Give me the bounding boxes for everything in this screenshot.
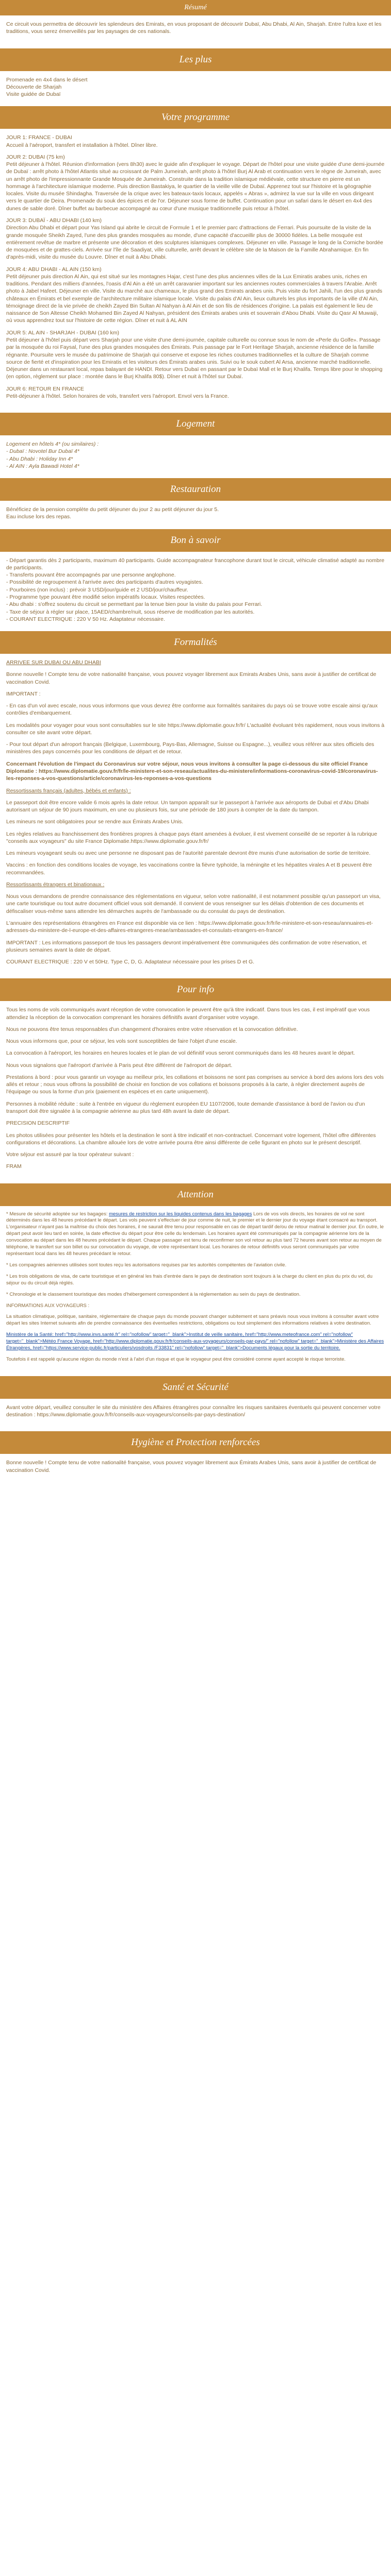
attention-paragraph: La situation climatique, politique, sanitaire, réglementaire de chaque pays du monde pouvant changer subitement et sans préavis nous vous invitons à consulter avant votre départ les sites Internet suivants afin de prendre connaissance des éventuelles restrictions, obligations ou tout simplement des informations relatives à votre destination. (6, 1314, 379, 1327)
section-title-resume: Résumé (0, 0, 391, 15)
info-paragraph: Nous ne pouvons être tenus responsables d'un changement d'horaires entre votre réservation et la convocation définitive. (6, 1026, 298, 1032)
attention-paragraph: * Chronologie et le classement touristique des modes d'hébergement correspondent à la réglementation au sein du pays de destination. (6, 1291, 301, 1297)
day-text: Petit-déjeuner à l'hôtel. Selon horaires de vols, transfert vers l'aéroport. Envol vers la France. (6, 393, 229, 399)
section-formalites (0, 631, 391, 978)
restauration-text-2: Eau incluse lors des repas. (6, 514, 72, 520)
formalites-paragraph: Bonne nouvelle ! Compte tenu de votre nationalité française, vous pouvez voyager librement aux Emirats Arabes Unis, sans avoir à justifier de certificat de vaccination Covid. (6, 671, 377, 685)
info-paragraph: Votre séjour est assuré par la tour opérateur suivant : (6, 1151, 134, 1158)
bon-savoir-item: - Abu dhabi : s'offrez soutenu du circuit se permettant par la tenue bien pour la visite du palais pour Ferrari. (6, 601, 263, 608)
info-paragraph: Personnes à mobilité réduite : suite à l'entrée en vigueur du règlement européen EU 1107/2006, toute demande d'assistance à bord de l'avion ou d'un transport doit être signalée à la compagnie aérienne au plus tard 48h avant la date de départ. (6, 1100, 365, 1114)
section-title-hygiene: Hygiène et Protection renforcées (0, 1431, 391, 1454)
formalites-paragraph: - En cas d'un vol avec escale, nous vous informons que vous devrez être conforme aux formalités sanitaires du pays où se trouve votre escale ainsi qu'aux contrôles d'embarquement. (6, 703, 378, 717)
info-paragraph: Prestations à bord : pour vous garantir un voyage au meilleur prix, les collations et boissons ne sont pas comprises au service à bord des avions lors des vols allés et retour ; nous vous offrons la possibilité de choisir en fonction de vos collations et boissons proposés à la carte, à régler directement auprès de l'équipage ou sous la forme d'un prix (paiement en espèces et en carte uniquement). (6, 1074, 384, 1095)
sante-text: Avant votre départ, veuillez consulter le site du ministère des Affaires étrangères pour connaître les risques sanitaires éventuels qui peuvent concerner votre destination : https://www.diplomatie.gouv.fr/fr/conseils-aux-voyageurs/conseils-par-pays-destination/ (6, 1404, 381, 1418)
bon-savoir-item: - Transferts pouvant être accompagnés par une personne anglophone. (6, 572, 176, 579)
info-paragraph: PRECISION DESCRIPTIF (6, 1120, 70, 1127)
section-title-pour-info: Pour info (0, 978, 391, 1001)
attention-paragraph: Toutefois il est rappelé qu'aucune région du monde n'est à l'abri d'un risque et que le voyageur peut être considéré comme ayant accepté le risque terroriste. (6, 1356, 346, 1362)
bon-savoir-item: - Possibilité de regroupement à l'arrivée avec des participants d'autres voyagistes. (6, 579, 203, 586)
section-pour-info (0, 978, 391, 1183)
attention-text: Lors de vos vols directs, les horaires de vol ne sont déterminés dans les 48 heures précédant le départ. Les vols peuvent s'effectuer de jour comme de nuit, le premier et le dernier jour du voyage étant consacré au transport. L'organisateur n'ayant pas la maîtrise du choix des horaires, il ne saurait être tenu pour responsable en cas de départ tardif de/ou de retour matinal le dernier jour. En outre, le départ peut avoir lieu tard en soirée, la date effective du départ pour être celle du lendemain. Les horaires ayant été communiqués par la compagnie aérienne lors de la convocation au départ dans les 48 heures précédant le départ. Chaque passager est tenu de reconfirmer son vol retour au plus tard 72 heures avant son retour au moyen de téléphone, le transfert sur son billet ou sur convocation du voyage, de votre représentant local. Les horaires de retour définitifs vous seront communiqués par votre représentant local dans les 48 heures précédant le retour. (6, 1211, 384, 1257)
section-title-sante: Santé et Sécurité (0, 1376, 391, 1399)
section-title-bon-savoir: Bon à savoir (0, 529, 391, 552)
info-paragraph: Nous vous signalons que l'aéroport d'arrivée à Paris peut être différent de l'aéroport de départ. (6, 1062, 233, 1069)
section-restauration (0, 478, 391, 529)
formalites-paragraph: Vaccins : en fonction des conditions locales de voyage, les vaccinations contre la fièvre typhoïde, la méningite et les hépatites virales A et B peuvent être recommandées. (6, 862, 372, 876)
day-heading: JOUR 5: AL AIN - SHARJAH - DUBAI (160 km) (6, 329, 119, 336)
formalites-paragraph: Les règles relatives au franchissement des frontières propres à chaque pays étant amenées à évoluer, il est vivement conseillé de se reporter à la rubrique "conseils aux voyageurs" du site France Diplomatie.https://www.diplomatie.gouv.fr/fr/ (6, 831, 378, 844)
day-heading: JOUR 6: RETOUR EN FRANCE (6, 385, 84, 392)
formalites-subheading: Ressortissants étrangers et binationaux : (6, 881, 105, 888)
logement-item: - Abu Dhabi : Holiday Inn 4* (6, 455, 73, 462)
day-heading: JOUR 3: DUBAÏ - ABU DHABI (140 km) (6, 217, 102, 224)
bon-savoir-item: - Pourboires (non inclus) : prévoir 3 USD/jour/guide et 2 USD/jour/chauffeur. (6, 586, 188, 593)
plus-item: Découverte de Sharjah (6, 83, 62, 90)
day-heading: JOUR 4: ABU DHABI - AL AIN (150 km) (6, 266, 102, 273)
formalites-paragraph: Les mineurs voyageant seuls ou avec une personne ne disposant pas de l'autorité parentale devront être munis d'une autorisation de sortie de territoire. (6, 850, 371, 857)
day-text: Petit déjeuner à l'hôtel. Réunion d'information (vers 8h30) avec le guide afin d'expliquer le voyage. Départ de l'hôtel pour une visite guidée d'une demi-journée de Dubaï : arrêt photo à l'hôtel Atlantis situé au croissant de Palm Jumeirah, arrêt photo à l'hôtel Burj Al Arab et continuation vers le règne de Jumeirah, avec un arrêt photo de l'impressionnante Grande Mosquée de Jumeirah. Construite dans la tradition islamique médiévale, cette structure en pierre est un hommage à l'architecture islamique moderne. Puis direction Bastakiya, le quartier de la vieille ville de Dubaï. Apprenez tout sur l'histoire et la géographie locales. Visite du musée Shindagha. Traversée de la crique avec les bateaux-taxis locaux, appelés « Abras », admirez la vue sur la ville en vous dirigeant vers le quartier de Deira. Promenade du souk des épices et de l'or. Déjeuner sous forme de buffet. Continuation pour un safari dans le désert en 4x4 des dunes de sable doré. Dîner buffet au barbecue accompagné au cœur d'une musique traditionnelle puis retour à l'hôtel. (6, 161, 385, 212)
attention-text: * Mesure de sécurité adoptée sur les bagages: (6, 1211, 109, 1217)
section-resume (0, 0, 391, 48)
formalites-paragraph: Les mineurs ne sont obligatoires pour se rendre aux Émirats Arabes Unis. (6, 819, 184, 825)
section-programme (0, 106, 391, 413)
section-title-logement: Logement (0, 413, 391, 435)
formalites-subtitle: ARRIVEE SUR DUBAI OU ABU DHABI (6, 659, 101, 666)
restauration-text: Bénéficiez de la pension complète du petit déjeuner du jour 2 au petit déjeuner du jour 5. (6, 506, 219, 513)
info-paragraph: Tous les noms de vols communiqués avant réception de votre convocation le peuvent être qu'à titre indicatif. Dans tous les cas, il est impératif que vous attendiez la réception de la convocation comprenant les horaires définitifs avant d'organiser votre voyage. (6, 1007, 370, 1021)
liquids-restriction-link[interactable]: mesures de restriction sur les liquides contenus dans les bagages (109, 1211, 252, 1217)
attention-links[interactable]: Ministère de la Santé: href="http://www.invs.santé.fr" rel="nofollow" target="_blank">Institut de veille sanitaire, href="http://www.meteofrance.com" rel="nofollow" target="_blank">Météo France Voyage, href="http://www.diplomatie.gouv.fr/fr/conseils-aux-voyageurs/conseils-par-pays/" rel="nofollow" target="_blank">Ministère des Affaires Étrangères, href="https://www.service-public.fr/particuliers/vosdroits /F33831" rel="nofollow" target="_blank">Documents légaux pour la sortie du territoire. (6, 1332, 384, 1351)
section-hygiene (0, 1431, 391, 1487)
logement-item: - Al AIN : Ayla Bawadi Hotel 4* (6, 463, 79, 469)
info-operator: FRAM (6, 1163, 22, 1170)
logement-intro: Logement en hôtels 4* (ou similaires) : (6, 441, 99, 448)
info-paragraph: Les photos utilisées pour présenter les hôtels et la destination le sont à titre indicatif et non-contractuel. Concernant votre logement, l'hôtel offre différentes configurations et décorations. La chambre allouée lors de votre arrivée pourra être ainsi différente de celle figurant en photo sur le présent descriptif. (6, 1132, 376, 1146)
formalites-paragraph: Les modalités pour voyager pour vous sont consultables sur le site https://www.diplomatie.gouv.fr/fr/ L'actualité évoluant très rapidement, nous vous invitons à consulter ce site avant votre départ. (6, 722, 385, 736)
section-attention (0, 1183, 391, 1376)
section-title-plus: Les plus (0, 48, 391, 71)
formalites-paragraph: L'annuaire des représentations étrangères en France est disponible via ce lien : https://www.diplomatie.gouv.fr/fr/le-ministere-et-son-reseau/annuaires-et-adresses-du-ministere-de-l-europe-et-des-affaires-etrangeres-meae/ambassades-et-consulats-etrangers-en-france/ (6, 920, 373, 934)
formalites-paragraph: - Pour tout départ d'un aéroport français (Belgique, Luxembourg, Pays-Bas, Allemagne, Suisse ou Espagne...), veuillez vous référer aux sites officiels des ministères des pays concernés pour les conditions de départ et de retour. (6, 741, 374, 755)
bon-savoir-item: - Départ garantis dès 2 participants, maximum 40 participants. Guide accompagnateur francophone durant tout le circuit, véhicule climatisé adapté au nombre de participants. (6, 557, 385, 571)
formalites-paragraph: IMPORTANT : Les informations passeport de tous les passagers devront impérativement être communiquées dès confirmation de votre réservation, et plusieurs semaines avant la date de départ. (6, 939, 367, 953)
section-title-formalites: Formalités (0, 631, 391, 654)
formalites-coronavirus: Concernant l'évolution de l'impact du Coronavirus sur votre séjour, nous vous invitons à consulter la page ci-dessous du site officiel France Diplomatie : https://www.diplomatie.gouv.fr/fr/le-ministere-et-son-reseau/actualites-du-ministere/informations-coronavirus-covid-19/coronavirus-les-reponses-a-vos-questions/article/coronavirus-les-reponses-a-vos-questions (6, 760, 378, 782)
formalites-paragraph: IMPORTANT : (6, 690, 41, 697)
bon-savoir-item: - Taxe de séjour à régler sur place, 15AED/chambre/nuit, sous réserve de modification par les autorités. (6, 608, 255, 615)
section-bon-savoir (0, 529, 391, 631)
logement-item: - Dubaï : Novotel Bur Dubaï 4* (6, 448, 79, 455)
plus-item: Promenade en 4x4 dans le désert (6, 76, 88, 83)
attention-paragraph: * Les compagnies aériennes utilisées sont toutes reçu les autorisations requises par les autorités compétentes de l'aviation civile. (6, 1262, 287, 1268)
section-logement (0, 413, 391, 478)
day-text: Direction Abu Dhabi et départ pour Yas Island qui abrite le circuit de Formule 1 et le premier parc d'attractions de Ferrari. Puis poursuite de la visite de la grande mosquée Sheikh Zayed, l'une des plus grandes mosquées au monde, d'une capacité d'accueillir plus de 30000 fidèles. La belle mosquée est entièrement revêtue de marbre et présente une décoration et des sculptures islamiques complexes. Déjeuner en ville. Passage le long de la Corniche bordée de mosquées et de grattes-ciels. Arrivée sur l'île de Saadiyat, ville culturelle, arrêt devant le célèbre site de la Maison de la Famille Abrahamique. En fin d'après-midi, visite du musée du Louvre. Dîner et nuit à Abu Dhabi. (6, 225, 383, 261)
formalites-paragraph: COURANT ELECTRIQUE : 220 V et 50Hz. Type C, D, G. Adaptateur nécessaire pour les prises D et G. (6, 959, 255, 965)
info-paragraph: La convocation à l'aéroport, les horaires en heures locales et le plan de vol définitif vous seront communiqués dans les 48 heures avant le départ. (6, 1050, 355, 1057)
bon-savoir-item: - Programme type pouvant être modifié selon impératifs locaux. Visites respectées. (6, 594, 205, 601)
bon-savoir-item: - COURANT ELECTRIQUE : 220 V 50 Hz. Adaptateur nécessaire. (6, 616, 165, 622)
resume-text: Ce circuit vous permettra de découvrir les splendeurs des Emirats, en vous proposant de découvrir Dubaï, Abu Dhabi, Al Ain, Sharjah. Entre l'ultra luxe et les traditions, vous serez émerveillés par les paysages de ces nationals. (6, 21, 382, 35)
day-text: Accueil à l'aéroport, transfert et installation à l'hôtel. Dîner libre. (6, 142, 158, 148)
section-title-restauration: Restauration (0, 478, 391, 501)
section-title-programme: Votre programme (0, 106, 391, 129)
section-plus (0, 48, 391, 107)
attention-paragraph: INFORMATIONS AUX VOYAGEURS : (6, 1302, 90, 1309)
attention-paragraph: * Les trois obligations de visa, de carte touristique et en général les frais d'entrée dans le pays de destination sont toujours à la charge du client en plus du prix du vol, du séjour ou du circuit déjà réglés. (6, 1273, 372, 1286)
formalites-paragraph: Le passeport doit être encore valide 6 mois après la date retour. Un tampon apparaît sur le passeport à l'arrivée aux aéroports de Dubaï et d'Abu Dhabi autorisant un séjour de 90 jours maximum, en une ou plusieurs fois, sur une période de 180 jours à compter de la date du tampon. (6, 799, 369, 814)
section-sante (0, 1376, 391, 1432)
day-heading: JOUR 1: FRANCE - DUBAI (6, 134, 72, 141)
day-heading: JOUR 2: DUBAI (75 km) (6, 154, 65, 160)
formalites-paragraph: Nous vous demandons de prendre connaissance des réglementations en vigueur, selon votre nationalité, il est notamment possible qu'un passeport un visa, une carte touristique ou tout autre document officiel vous soit demandé. Il convient de vous renseigner sur les délais d'obtention de ces documents et défiscaliser vous-même sans attendre les démarches auprès de l'ambassade ou du consulat du pays de destination. (6, 893, 381, 914)
day-text: Petit déjeuner à l'hôtel puis départ vers Sharjah pour une visite d'une demi-journée, capitale culturelle ou connue sous le nom de «Perle du Golfe». Passage par la mosquée du roi Faysal, l'une des plus grandes mosquées des Émirats. Puis passage par le Fort Heritage Sharjah, ancienne résidence de la famille régnante. Poursuite vers le musée du patrimoine de Sharjah qui conserve et expose les riches coutumes traditionnelles et la culture de Sharjah comme source de fierté et d'inspiration pour les Emiratis et les visiteurs des Émirats arabes unis. Suivi ou le souk cubert Al Arsa, ancienne marché traditionnelle. Déjeuner dans un restaurant local, repas balayant de HANDI. Retour vers Dubaï en passant par le Dubaï Mall et le Burj Khalifa. Temps libre pour le shopping (en option, règlement sur place : montée dans le Burj Khalifa 80$). Dîner et nuit à l'hôtel sur Dubaï. (6, 336, 383, 380)
day-text: Petit déjeuner puis direction Al Ain, qui est situé sur les montagnes Hajar, c'est l'une des plus anciennes villes de la Lux Emiratis arabes unis, riches en traditions. Pendant des milliers d'années, l'oasis d'Al Ain a été un arrêt caravanier important sur les anciennes routes commerciales à travers l'Arabie. Arrêt photo à Jabel Hafeet. Déjeuner en ville. Visite du marché aux chameaux, le plus grand des Emirats arabes unis. Puis visite du fort Jahili, l'un des plus grands châteaux en Émirats et bel exemple de l'architecture militaire islamique locale. Visite du palais d'Al Ain, lieux culturels les plus importants de la ville d'Al Ain, témoignage direct de la vie privée de cheikh Zayed Bin Sultan Al Nahyan à Al Ain et de son fils de résidences d'origine. La palais est également le lieu de naissance de Son Altesse Cheikh Mohamed Bin Zayed Al Nahyan, président des Émirats arabes unis et souverain d'Abou Dhabi. Visite du Qasr Al Muwaiji, où vous apprendrez tout sur l'histoire de cette région. Dîner et nuit à AL AIN (6, 273, 383, 324)
formalites-subheading: Ressortissants français (adultes, bébés et enfants) : (6, 787, 131, 794)
plus-item: Visite guidée de Dubaï (6, 91, 61, 98)
section-title-attention: Attention (0, 1183, 391, 1206)
info-paragraph: Nous vous informons que, pour ce séjour, les vols sont susceptibles de faire l'objet d'une escale. (6, 1038, 237, 1045)
hygiene-text: Bonne nouvelle ! Compte tenu de votre nationalité française, vous pouvez voyager librement aux Émirats Arabes Unis, sans avoir à justifier de certificat de vaccination Covid. (6, 1460, 377, 1473)
